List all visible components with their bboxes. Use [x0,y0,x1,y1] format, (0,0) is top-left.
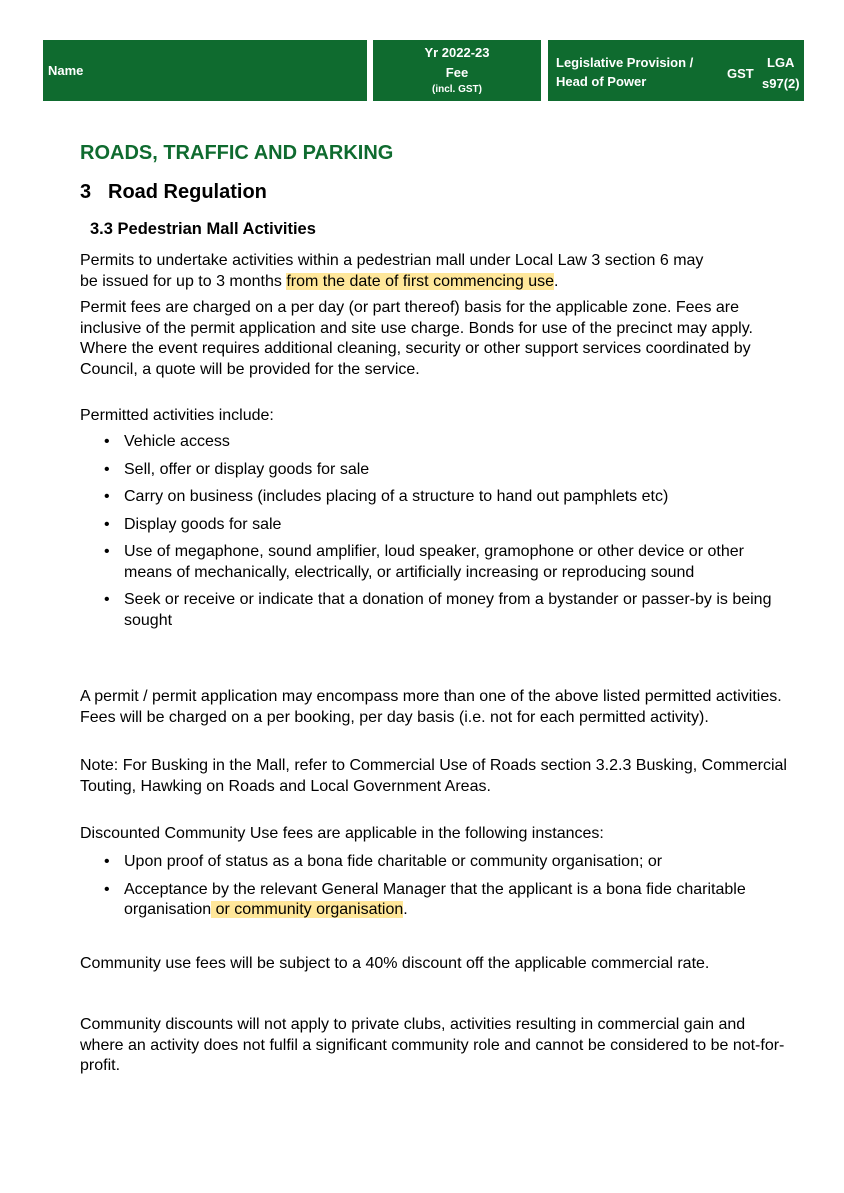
header-name-label: Name [48,63,84,78]
list-item: • Sell, offer or display goods for sale [80,460,780,481]
busking-note: Note: For Busking in the Mall, refer to Commercial Use of Roads section 3.2.3 Busking, Commercial Touting, Hawking on Roads and Local Government Areas. [80,757,787,795]
bullet-icon: • [104,515,110,533]
header-lga-line2: s97(2) [762,76,800,91]
discount-highlight: or community organisation [211,901,404,918]
header-gst: GST [727,66,754,81]
header-legislative-line2: Head of Power [556,74,647,89]
discount-list [80,852,780,928]
bullet-icon: • [104,460,110,478]
bullet-icon: • [104,591,110,608]
header-fee-label: Fee [445,65,469,80]
header-fee-note: (incl. GST) [432,84,482,95]
header-cell-legislative [548,40,804,101]
exclusions-paragraph: Community discounts will not apply to private clubs, activities resulting in commercial gain and where an activity does not fulfil a significant community role and cannot be considered to be not-for-profit. [80,1016,785,1074]
intro-line2-pre: be issued for up to 3 months [80,272,287,290]
list-item: • Acceptance by the relevant General Manager that the applicant is a bona fide charitable organisation or community organisation. [104,880,746,918]
permitted-activities-list [80,432,780,638]
intro-line1: Permits to undertake activities within a pedestrian mall under Local Law 3 section 6 may [80,252,704,269]
bullet-icon: • [104,853,110,870]
chapter-title: Road Regulation [108,181,267,203]
list-item: • Display goods for sale [80,515,780,536]
list-item: • Use of megaphone, sound amplifier, loud speaker, gramophone or other device or other means of mechanically, electrically, or artificially increasing or reproducing sound [104,543,744,581]
bullet-icon: • [104,543,110,560]
subsection-heading: 3.3 Pedestrian Mall Activities [90,220,316,238]
intro-paragraph [80,251,790,292]
list-item: • Seek or receive or indicate that a donation of money from a bystander or passer-by is being sought [104,591,772,629]
header-cell-name [43,40,367,101]
permitted-intro: Permitted activities include: [80,407,274,424]
chapter-heading [80,181,267,204]
list-item: • Vehicle access [80,432,780,453]
list-item: • Upon proof of status as a bona fide charitable or community organisation; or [80,852,780,873]
list-item: • Carry on business (includes placing of a structure to hand out pamphlets etc) [80,487,780,508]
intro-line2-post: . [554,272,559,290]
chapter-number: 3 [80,181,92,203]
bullet-icon: • [104,433,110,450]
booking-paragraph: A permit / permit application may encompass more than one of the above listed permitted activities. Fees will be charged on a per booking, per day basis (i.e. not for each permitted activity). [80,688,782,726]
community-fee-paragraph: Community use fees will be subject to a 40% discount off the applicable commercial rate. [80,955,710,972]
discount-intro: Discounted Community Use fees are applicable in the following instances: [80,825,604,842]
bullet-icon: • [104,488,110,505]
header-legislative-line1: Legislative Provision / [556,55,694,70]
intro-highlight: from the date of first commencing use [286,272,555,290]
header-lga-line1: LGA [767,55,795,70]
section-title: ROADS, TRAFFIC AND PARKING [80,142,394,164]
header-cell-fee [373,40,541,101]
bullet-icon: • [104,880,110,898]
fees-paragraph: Permit fees are charged on a per day (or part thereof) basis for the applicable zone. Fees are inclusive of the permit application and site use charge. Bonds for use of the precinct may apply. Where the event requires additional cleaning, security or other support services coordinated by Council, a quote will be provided for the service. [80,299,753,378]
header-fee-year: Yr 2022-23 [424,45,490,60]
